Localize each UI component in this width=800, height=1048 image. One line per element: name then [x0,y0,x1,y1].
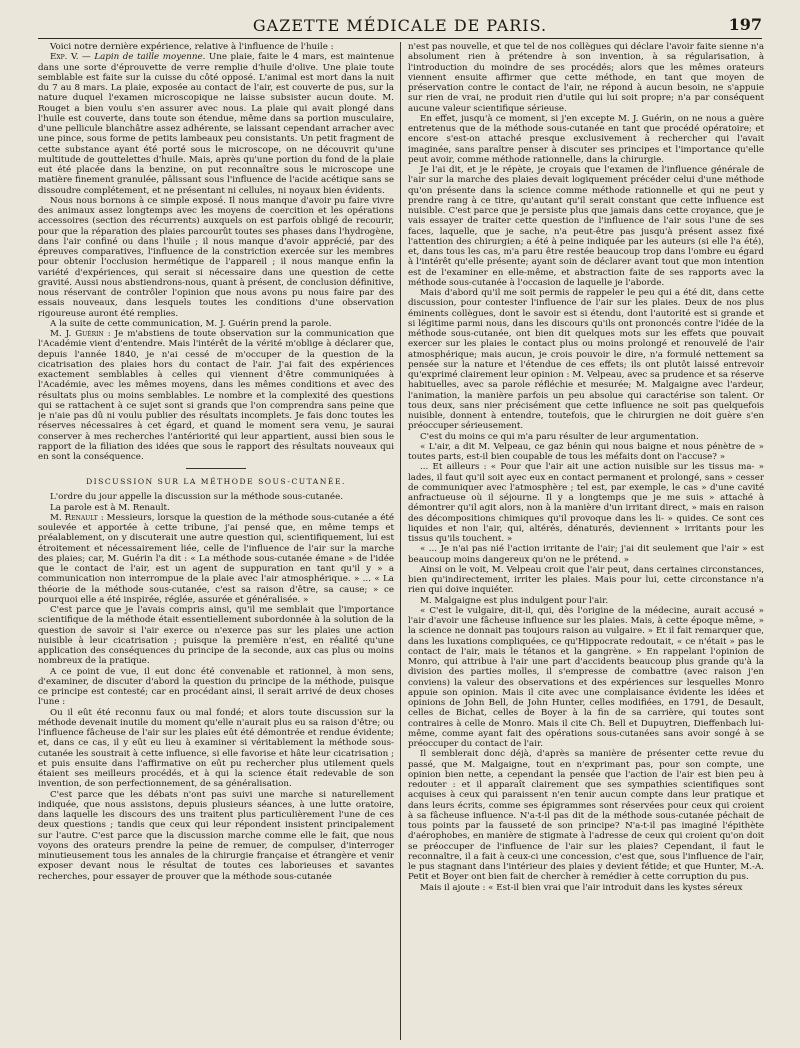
section-divider [186,468,246,469]
paragraph [38,329,394,462]
paragraph [38,513,394,605]
paragraph: Ainsi on le voit, M. Velpeau croit que l'air peut, dans certaines circonstances, bien qu'indirectement, irriter les plaies. Mais pour lui, cette circonstance n'a rien qui doive inquiéter. [408,564,764,596]
right-column [408,42,764,1040]
paragraph: A la suite de cette communication, M. J. Guérin prend la parole. [50,318,332,329]
experiment-text: Une plaie, faite le 4 mars, est maintenue dans une sorte d'éprouvette de verre remplie d'huile d'olive. Une plaie toute semblable est faite sur la cuisse du côté opposé. L'animal est mort dans la nuit du 7 au 8 mars. La plaie, exposée au contact de l'air, est couverte de pus, sur la nature duquel l'examen microscopique ne laisse subsister aucun doute. M. Rouget a bien voulu s'en assurer avec nous. La plaie qui avait plongé dans l'huile est couverte, dans toute son étendue, même dans sa portion musculaire, d'une pellicule blanchâtre assez adhérente, se laissant cependant arracher avec une pince, sous forme de petits lambeaux peu consistants. Un petit fragment de cette substance ayant été porté sous le microscope, on ne découvrit qu'une multitude de gouttelettes d'huile. Mais, après qu'une portion du fond de la plaie eut été placée dans la benzine, on put reconnaître sous le microscope une matière finement granulée, pâlissant sous l'influence de l'acide acétique sans se dissoudre complétement, et ne présentant ni cellules, ni noyaux bien évidents. [38,52,394,196]
paragraph: Nous nous bornons à ce simple exposé. Il nous manque d'avoir pu faire vivre des animaux assez longtemps avec les moyens de coercition et les opérations accessoires (section des récurrents) auxquels on est parfois obligé de recourir, pour que la réparation des plaies parcourût toutes ses phases dans l'hydrogène, dans l'air confiné ou dans l'huile ; il nous manque d'avoir apprécié, par des épreuves comparatives, l'influence de la constriction exercée sur les membres pour obtenir l'occlusion hermétique de l'appareil ; il nous manque enfin la variété d'expériences, qui serait si nécessaire dans une question de cette gravité. Aussi nous abstiendrons-nous, quant à présent, de conclusion définitive, nous réservant de contrôler l'opinion que nous avons pu nous faire par des essais nouveaux, dans lesquels toutes les conditions d'une observation rigoureuse auront été remplies. [38,195,394,319]
paragraph: C'est du moins ce qui m'a paru résulter de leur argumentation. [420,431,699,442]
page-header [38,14,762,39]
paragraph: L'ordre du jour appelle la discussion sur la méthode sous-cutanée. [50,492,343,503]
page-number: 197 [728,15,762,34]
speaker-name: M. J. Guérin : [50,329,111,339]
quotation: ... Et ailleurs : « Pour que l'air ait une action nuisible sur les tissus ma- » lades, il faut qu'il soit ayec eux en contact permanent et prolongé, sans » cesser de communiquer avec l'atmosphère ; tel est, par exemple, le cas » d'une cavité anfractueuse où il séjourne. Il y a longtemps que je me suis » attaché à démontrer qu'il agit alors, non à la manière d'un irritant direct, » mais en raison des décompositions chimiques qu'il provoque dans les li- » quides. Ce sont ces liquides et non l'air, qui, altérés, dénaturés, deviennent » irritants pour les tissus qu'ils touchent. » [408,462,764,544]
paragraph: Mais d'abord qu'il me soit permis de rappeler le peu qui a été dit, dans cette discussion, pour contester l'influence de l'air sur les plaies. Deux de nos plus éminents collègues, dont le savoir est si étendu, dont l'autorité est si grande et si légitime parmi nous, dans les discours qu'ils ont prononcés contre l'idée de la méthode sous-cutanée, ont bien dit quelques mots sur les effets que pouvait exercer sur les plaies le contact plus ou moins prolongé et renouvelé de l'air atmosphérique; mais aucun, je crois pouvoir le dire, n'a formulé nettement sa pensée sur la nature et l'étendue de ces effets; ils ont plutôt laissé entrevoir qu'exprimé clairement leur opinion : M. Velpeau, avec sa prudence et sa réserve habituelles, avec sa parole réfléchie et mesurée; M. Malgaigne avec l'ardeur, l'animation, la manière parfois un peu absolue qui caractérise son talent. Or tous deux, sans nier précisément que cette influence ne soit pas quelquefois nuisible, donnent à entendre, toutefois, que le chirurgien ne doit guère s'en préoccuper sérieusement. [408,288,764,432]
paragraph: M. Malgaigne est plus indulgent pour l'air. [420,595,609,606]
paragraph [38,52,394,196]
paragraph: n'est pas nouvelle, et que tel de nos collègues qui déclare l'avoir faite sienne n'a absolument rien à prétendre à son invention, à sa régularisation, à l'introduction du moindre de ses procédés; alors que les mêmes orateurs viennent ensuite affirmer que cette méthode, en tant que moyen de préservation contre le contact de l'air, ne répond à aucun besoin, ne s'appuie sur rien de vrai, ne produit rien d'utile qui lui soit propre; n'a par conséquent aucune valeur scientifique sérieuse. [408,42,764,114]
paragraph: Ou il eût été reconnu faux ou mal fondé; et alors toute discussion sur la méthode devenait inutile du moment qu'elle n'aurait plus eu sa raison d'être; ou l'influence fâcheuse de l'air sur les plaies eût été démontrée et rendue évidente; et, dans ce cas, il y eût eu lieu à examiner si véritablement la méthode sous-cutanée les soustrait à cette influence, si elle favorise et hâte leur cicatrisation ; et puis ensuite dans l'affirmative on eût pu rechercher plus utilement quels étaient ses meilleurs procédés, et à qui la science était redevable de son invention, de son perfectionnement, de sa généralisation. [38,707,394,790]
paragraph: La parole est à M. Renault. [50,502,170,513]
left-column [38,42,394,1040]
quotation: « L'air, a dit M. Velpeau, ce gaz bénin qui nous baigne et nous pénètre de » toutes parts, est-il bien coupable de tous les méfaits dont on l'accuse? » [408,441,764,462]
paragraph: Voici notre dernière expérience, relative à l'influence de l'huile : [50,42,334,52]
speech-text: Je m'abstiens de toute observation sur la communication que l'Académie vient d'entendre. Mais l'intérêt de la vérité m'oblige à déclarer que, depuis l'année 1840, je n'ai cessé de m'occuper de la question de la cicatrisation des plaies hors du contact de l'air. J'ai fait des expériences exactement semblables à celles qui viennent d'être communiquées à l'Académie, avec les mêmes moyens, dans les mêmes conditions et avec des résultats plus ou moins semblables. Le nombre et la complexité des questions qui se rattachent à ce sujet sont si grands que l'on comprendra sans peine que je n'aie pas dû ni voulu publier des résultats incomplets. Je fais donc toutes les réserves nécessaires à cet égard, et quand le moment sera venu, je saurai conserver à mes recherches l'antériorité qui leur appartient, aussi bien sous le rapport de la filiation des idées que sous le rapport des résultats nouveaux qui en sont la conséquence. [38,329,394,462]
speaker-name: M. Renault : [50,512,104,523]
column-rule [400,42,401,1040]
paragraph: Je l'ai dit, et je le répète, je croyais que l'examen de l'influence générale de l'air sur la marche des plaies devait logiquement précéder celui d'une méthode qu'on présente dans la science comme méthode rationnelle et qui ne peut y prendre rang à ce titre, qu'autant qu'il serait constant que cette influence est nuisible. C'est parce que je persiste plus que jamais dans cette croyance, que je vais essayer de traiter cette question de l'influence de l'air sous l'une de ses faces, laquelle, que je sache, n'a peut-être pas jusqu'à présent assez fixé l'attention des chirurgien; a été à peine indiquée par les auteurs (si elle l'a été), et, dans tous les cas, m'a paru être restée beaucoup trop dans l'ombre eu égard à l'intérêt qu'elle présente; ayant soin de déclarer avant tout que mon intention est de l'examiner en elle-même, et abstraction faite de ses rapports avec la méthode sous-cutanée à l'occasion de laquelle je l'aborde. [408,165,764,288]
paragraph: En effet, jusqu'à ce moment, si j'en excepte M. J. Guérin, on ne nous a guère entretenus que de la méthode sous-cutanée en tant que procédé opératoire; et encore s'est-on attaché presque exclusivement à rechercher qui l'avait imaginée, sans paraître penser à discuter ses principes et l'importance qu'elle peut avoir, comme méthode rationnelle, dans la chirurgie. [408,113,764,165]
paragraph: A ce point de vue, il eut donc été convenable et rationnel, à mon sens, d'examiner, de discuter d'abord la question du principe de la méthode, puisque ce principe est contesté; car en procédant ainsi, il serait arrivé de deux choses l'une : [38,666,394,708]
quotation: « ... Je n'ai pas nié l'action irritante de l'air; j'ai dit seulement que l'air » est beaucoup moins dangereux qu'on ne le prétend. » [408,544,764,565]
paragraph: Il semblerait donc déjà, d'après sa manière de présenter cette revue du passé, que M. Malgaigne, tout en n'exprimant pas, pour son compte, une opinion bien nette, a cependant la pensée que l'action de l'air est bien peu à redouter : et il apparaît clairement que ses sympathies scientifiques sont acquises à ceux qui paraissent n'en tenir aucun compte dans leur pratique et dans leurs écrits, comme ses épigrammes sont réservées pour ceux qui croient à sa fâcheuse influence. N'a-t-il pas dit de la méthode sous-cutanée péchait de tous points par la fausseté de son principe? N'a-t-il pas imaginé l'épithète d'aérophobes, en manière de stigmate à l'adresse de ceux qui croient qu'on doit se préoccuper de l'influence de l'air sur les plaies? Cependant, il faut le reconnaître, il a fait à ceux-ci une concession, c'est que, sous l'influence de l'air, le pus stagnant dans l'intérieur des plaies y devient fétide; et que Hunter, M.-A. Petit et Boyer ont bien fait de chercher à remédier à cette corruption du pus. [408,749,764,883]
paragraph: C'est parce que les débats n'ont pas suivi une marche si naturellement indiquée, que nous assistons, depuis plusieurs séances, à une lutte oratoire, dans laquelle les discours des uns traitent plus particulièrement l'une de ces deux questions ; tandis que ceux qui leur répondent insistent principalement sur l'autre. C'est parce que la discussion marche comme elle le fait, que nous voyons des orateurs prendre la peine de remuer, de compulser, d'interroger minutieusement tous les annales de la chirurgie française et étrangère et venir exposer devant nous le résultat de toutes ces laborieuses et savantes recherches, pour essayer de prouver que la méthode sous-cutanée [38,789,394,882]
text-columns [38,42,764,1040]
section-heading: DISCUSSION SUR LA MÉTHODE SOUS-CUTANÉE. [86,477,346,487]
paragraph: Mais il ajoute : « Est-il bien vrai que l'air introduit dans les kystes séreux [420,882,743,893]
journal-title: GAZETTE MÉDICALE DE PARIS. [252,16,548,35]
speech-text: Messieurs, lorsque la question de la méthode sous-cutanée a été soulevée et apportée à cette tribune, j'ai pensé que, en même temps et préalablement, on y discuterait une autre question qui, scientifiquement, lui est étroitement et nécessairement liée, celle de l'influence de l'air sur la marche des plaies; car, M. Guérin l'a dit : « La méthode sous-cutanée émane » de l'idée que le contact de l'air, est un agent de suppuration en tant qu'il y » a communication non interrompue de la plaie avec l'air atmosphérique. » ... « La théorie de la méthode sous-cutanée, c'est sa raison d'être, sa cause; » ce pourquoi elle a été inspirée, réglée, assurée et généralisée. » [38,512,394,605]
experiment-label: Exp. V. — [50,52,91,63]
paragraph: « C'est le vulgaire, dit-il, qui, dès l'origine de la médecine, aurait accusé » l'air d'avoir une fâcheuse influence sur les plaies. Mais, à cette époque même, » la science ne donnait pas toujours raison au vulgaire. » Et il fait remarquer que, dans les luxations compliquées, ce qu'Hippocrate redoutait, « ce n'était » pas le contact de l'air, mais le tétanos et la gangrène. » En rappelant l'opinion de Monro, qui attribue à l'air une part d'accidents beaucoup plus grande qu'à la division des parties molles, il s'empresse de combattre (avec raison j'en conviens) la valeur des observations et des expériences sur lesquelles Monro appuie son opinion. Mais il cite avec une complaisance évidente les idées et opinions de John Bell, de John Hunter, celles modifiées, en 1791, de Desault, celles de Bichat, celles de Boyer à la fin de sa carrière, qui toutes sont contraires à celle de Monro. Mais il cite Ch. Bell et Dupuytren, Dieffenbach lui-même, comme ayant fait des opérations sous-cutanées sans avoir songé à se préoccuper du contact de l'air. [408,605,764,749]
paragraph: C'est parce que je l'avais compris ainsi, qu'il me semblait que l'importance scientifique de la méthode était essentiellement subordonnée à la solution de la question de savoir si l'air exerce ou n'exerce pas sur les plaies une action nuisible à leur cicatrisation ; puisque la première n'est, en réalité qu'une application des conséquences du principe de la seconde, aux cas plus ou moins nombreux de la pratique. [38,605,394,667]
experiment-title: Lapin de taille moyenne. [94,52,206,63]
